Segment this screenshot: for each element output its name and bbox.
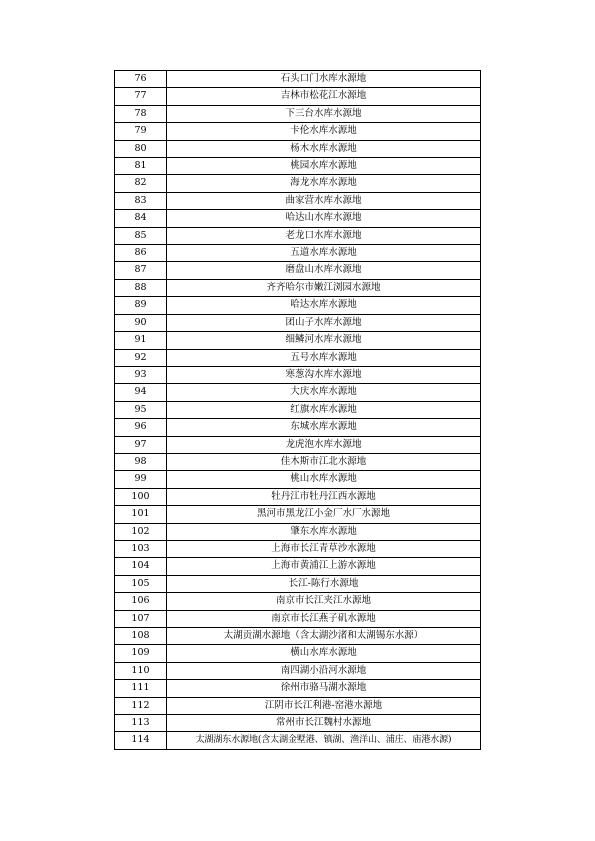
row-number-cell: 78 <box>115 105 167 122</box>
table-row <box>115 227 481 244</box>
water-source-name-cell: 南四湖小沿河水源地 <box>167 662 481 679</box>
row-number-cell: 80 <box>115 140 167 157</box>
row-number-cell: 85 <box>115 227 167 244</box>
table-row <box>115 436 481 453</box>
water-source-name-cell: 磨盘山水库水源地 <box>167 262 481 279</box>
row-number-cell: 93 <box>115 366 167 383</box>
water-source-name-cell: 常州市长江魏村水源地 <box>167 715 481 732</box>
water-source-name-cell: 江阴市长江利港-窑港水源地 <box>167 697 481 714</box>
row-number-cell: 82 <box>115 175 167 192</box>
water-source-name-cell: 下三台水库水源地 <box>167 105 481 122</box>
table-row <box>115 349 481 366</box>
water-source-name-cell: 肇东水库水源地 <box>167 523 481 540</box>
row-number-cell: 89 <box>115 297 167 314</box>
water-source-name-cell: 五道水库水源地 <box>167 245 481 262</box>
table-row <box>115 732 481 749</box>
row-number-cell: 79 <box>115 123 167 140</box>
table-row <box>115 680 481 697</box>
row-number-cell: 98 <box>115 453 167 470</box>
row-number-cell: 94 <box>115 384 167 401</box>
water-source-name-cell: 上海市长江青草沙水源地 <box>167 540 481 557</box>
row-number-cell: 101 <box>115 506 167 523</box>
water-source-name-cell: 曲家营水库水源地 <box>167 192 481 209</box>
row-number-cell: 112 <box>115 697 167 714</box>
water-source-name-cell: 哈达山水库水源地 <box>167 210 481 227</box>
water-source-name-cell: 杨木水库水源地 <box>167 140 481 157</box>
row-number-cell: 86 <box>115 245 167 262</box>
row-number-cell: 99 <box>115 471 167 488</box>
table-row <box>115 175 481 192</box>
row-number-cell: 97 <box>115 436 167 453</box>
row-number-cell: 105 <box>115 575 167 592</box>
table-row <box>115 210 481 227</box>
table-row <box>115 314 481 331</box>
water-source-name-cell: 卡伦水库水源地 <box>167 123 481 140</box>
table-row <box>115 645 481 662</box>
row-number-cell: 76 <box>115 71 167 88</box>
water-source-name-cell: 寒葱沟水库水源地 <box>167 366 481 383</box>
water-source-name-cell: 团山子水库水源地 <box>167 314 481 331</box>
water-source-name-cell: 桃园水库水源地 <box>167 158 481 175</box>
water-source-name-cell: 海龙水库水源地 <box>167 175 481 192</box>
row-number-cell: 109 <box>115 645 167 662</box>
water-source-name-cell: 吉林市松花江水源地 <box>167 88 481 105</box>
water-source-name-cell: 横山水库水源地 <box>167 645 481 662</box>
table-body <box>115 71 481 750</box>
table-row <box>115 105 481 122</box>
water-source-name-cell: 哈达水库水源地 <box>167 297 481 314</box>
water-source-name-cell: 南京市长江燕子矶水源地 <box>167 610 481 627</box>
water-source-name-cell: 东城水库水源地 <box>167 419 481 436</box>
table-row <box>115 332 481 349</box>
table-row <box>115 192 481 209</box>
table-row <box>115 662 481 679</box>
row-number-cell: 83 <box>115 192 167 209</box>
water-source-name-cell: 老龙口水库水源地 <box>167 227 481 244</box>
row-number-cell: 96 <box>115 419 167 436</box>
table-row <box>115 593 481 610</box>
table-row <box>115 123 481 140</box>
water-source-name-cell: 徐州市骆马湖水源地 <box>167 680 481 697</box>
row-number-cell: 113 <box>115 715 167 732</box>
row-number-cell: 104 <box>115 558 167 575</box>
water-source-name-cell: 桃山水库水源地 <box>167 471 481 488</box>
row-number-cell: 95 <box>115 401 167 418</box>
water-source-name-cell: 牡丹江市牡丹江西水源地 <box>167 488 481 505</box>
row-number-cell: 81 <box>115 158 167 175</box>
row-number-cell: 84 <box>115 210 167 227</box>
water-source-name-cell: 细鳞河水库水源地 <box>167 332 481 349</box>
table-row <box>115 297 481 314</box>
table-row <box>115 540 481 557</box>
table-row <box>115 158 481 175</box>
table-row <box>115 384 481 401</box>
row-number-cell: 107 <box>115 610 167 627</box>
table-row <box>115 558 481 575</box>
water-source-name-cell: 太湖贡湖水源地（含太湖沙渚和太湖锡东水源） <box>167 628 481 645</box>
water-source-name-cell: 大庆水库水源地 <box>167 384 481 401</box>
table-row <box>115 262 481 279</box>
row-number-cell: 91 <box>115 332 167 349</box>
table-row <box>115 610 481 627</box>
water-source-name-cell: 石头口门水库水源地 <box>167 71 481 88</box>
table-row <box>115 453 481 470</box>
table-row <box>115 279 481 296</box>
water-source-name-cell: 长江-陈行水源地 <box>167 575 481 592</box>
table-row <box>115 523 481 540</box>
water-source-name-cell: 佳木斯市江北水源地 <box>167 453 481 470</box>
water-source-name-cell: 上海市黄浦江上游水源地 <box>167 558 481 575</box>
water-source-name-cell: 龙虎泡水库水源地 <box>167 436 481 453</box>
row-number-cell: 90 <box>115 314 167 331</box>
table-row <box>115 71 481 88</box>
table-row <box>115 419 481 436</box>
water-source-name-cell: 齐齐哈尔市嫩江浏园水源地 <box>167 279 481 296</box>
table-row <box>115 488 481 505</box>
water-source-table <box>114 70 481 750</box>
table-row <box>115 88 481 105</box>
row-number-cell: 110 <box>115 662 167 679</box>
row-number-cell: 108 <box>115 628 167 645</box>
row-number-cell: 103 <box>115 540 167 557</box>
row-number-cell: 92 <box>115 349 167 366</box>
table-row <box>115 506 481 523</box>
table-row <box>115 245 481 262</box>
water-source-name-cell: 南京市长江夹江水源地 <box>167 593 481 610</box>
water-source-name-cell: 五号水库水源地 <box>167 349 481 366</box>
row-number-cell: 106 <box>115 593 167 610</box>
table-row <box>115 697 481 714</box>
table-row <box>115 401 481 418</box>
water-source-name-cell: 红旗水库水源地 <box>167 401 481 418</box>
row-number-cell: 88 <box>115 279 167 296</box>
table-row <box>115 575 481 592</box>
table-row <box>115 471 481 488</box>
row-number-cell: 77 <box>115 88 167 105</box>
row-number-cell: 111 <box>115 680 167 697</box>
table-row <box>115 366 481 383</box>
water-source-name-cell: 太湖湖东水源地(含太湖金墅港、镇湖、渔洋山、浦庄、庙港水源) <box>167 732 481 749</box>
row-number-cell: 100 <box>115 488 167 505</box>
row-number-cell: 114 <box>115 732 167 749</box>
table-row <box>115 140 481 157</box>
table-row <box>115 715 481 732</box>
row-number-cell: 87 <box>115 262 167 279</box>
row-number-cell: 102 <box>115 523 167 540</box>
table-row <box>115 628 481 645</box>
water-source-name-cell: 黑河市黑龙江小金厂水厂水源地 <box>167 506 481 523</box>
